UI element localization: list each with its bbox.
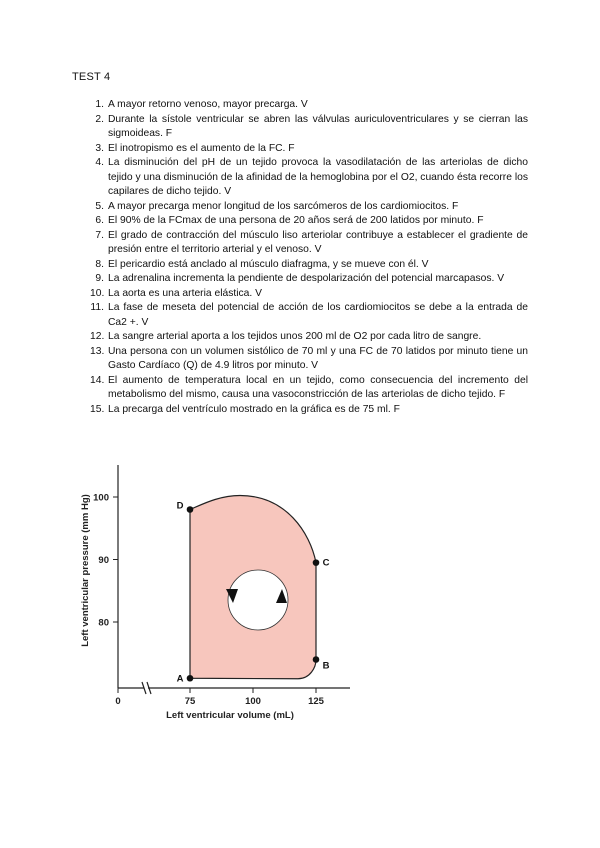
loop-point-label: D bbox=[176, 500, 184, 512]
test-title: TEST 4 bbox=[72, 71, 111, 83]
x-tick-label: 125 bbox=[308, 696, 324, 707]
question-item bbox=[90, 374, 528, 403]
question-item bbox=[90, 301, 528, 330]
question-number: 6 . bbox=[90, 214, 104, 229]
question-number: 1 . bbox=[90, 98, 104, 113]
question-text: La fase de meseta del potencial de acción de los cardiomiocitos se debe a la entrada de Ca2 +. V bbox=[108, 302, 528, 328]
question-number: 8 . bbox=[90, 258, 104, 273]
question-text: El aumento de temperatura local en un tejido, como consecuencia del incremento del metabolismo del mismo, causa una vasoconstricción de las arteriolas de dicho tejido. F bbox=[108, 374, 528, 400]
y-axis-label: Left ventricular pressure (mm Hg) bbox=[80, 494, 91, 647]
question-item bbox=[90, 345, 528, 374]
question-text: A mayor precarga menor longitud de los sarcómeros de los cardiomiocitos. F bbox=[108, 200, 459, 212]
question-text: El inotropismo es el aumento de la FC. F bbox=[108, 142, 295, 154]
question-number: 12 . bbox=[90, 330, 104, 345]
question-number: 9 . bbox=[90, 272, 104, 287]
question-item bbox=[90, 272, 528, 287]
question-number: 11 . bbox=[90, 301, 104, 316]
question-text: La sangre arterial aporta a los tejidos unos 200 ml de O2 por cada litro de sangre. bbox=[108, 331, 482, 342]
question-item bbox=[90, 287, 528, 302]
question-list bbox=[90, 98, 528, 417]
question-item bbox=[90, 98, 528, 113]
y-tick-label: 90 bbox=[98, 555, 109, 566]
question-text: Una persona con un volumen sistólico de 70 ml y una FC de 70 latidos por minuto tiene un Gasto Cardíaco (Q) de 4.9 litros por minuto. V bbox=[108, 345, 528, 371]
loop-point-b bbox=[313, 656, 320, 663]
question-text: La adrenalina incrementa la pendiente de despolarización del potencial marcapasos. V bbox=[108, 273, 505, 284]
loop-point-c bbox=[313, 559, 320, 566]
question-item bbox=[90, 229, 528, 258]
x-tick-label: 75 bbox=[184, 696, 196, 707]
question-number: 15 . bbox=[90, 403, 104, 418]
loop-point-label: C bbox=[322, 557, 330, 569]
question-number: 10 . bbox=[90, 287, 104, 302]
question-text: Durante la sístole ventricular se abren las válvulas auriculoventriculares y se cierran las sigmoideas. F bbox=[108, 113, 528, 139]
y-tick-label: 100 bbox=[93, 492, 109, 504]
question-text: La precarga del ventrículo mostrado en la gráfica es de 75 ml. F bbox=[108, 403, 400, 415]
question-text: La aorta es una arteria elástica. V bbox=[108, 287, 262, 299]
question-item bbox=[90, 258, 528, 273]
question-item bbox=[90, 200, 528, 215]
question-number: 3 . bbox=[90, 142, 104, 157]
question-text: El 90% de la FCmax de una persona de 20 años será de 200 latidos por minuto. F bbox=[108, 215, 484, 226]
question-text: A mayor retorno venoso, mayor precarga. V bbox=[108, 99, 308, 110]
loop-point-a bbox=[187, 675, 194, 682]
question-number: 4 . bbox=[90, 156, 104, 171]
question-item bbox=[90, 403, 528, 418]
x-tick-label: 0 bbox=[115, 696, 121, 707]
question-number: 2 . bbox=[90, 113, 104, 128]
question-item bbox=[90, 214, 528, 229]
question-item bbox=[90, 142, 528, 157]
question-text: La disminución del pH de un tejido provoca la vasodilatación de las arteriolas de dicho tejido y una disminución de la afinidad de la hemoglobina por el O2, cuando ésta recorre los capilares de dicho tejido. V bbox=[108, 157, 528, 197]
loop-point-label: B bbox=[322, 660, 330, 672]
question-text: El pericardio está anclado al músculo diafragma, y se mueve con él. V bbox=[108, 258, 429, 270]
question-item bbox=[90, 156, 528, 200]
loop-point-label: A bbox=[176, 673, 184, 685]
x-tick-label: 100 bbox=[245, 696, 261, 707]
question-number: 5 . bbox=[90, 200, 104, 215]
x-axis-label: Left ventricular volume (mL) bbox=[166, 710, 294, 721]
question-item bbox=[90, 330, 528, 345]
loop-point-d bbox=[187, 506, 194, 513]
question-number: 13 . bbox=[90, 345, 104, 360]
question-item bbox=[90, 113, 528, 142]
loop-layer bbox=[190, 496, 316, 679]
pressure-volume-loop-chart bbox=[60, 455, 360, 730]
question-number: 7 . bbox=[90, 229, 104, 244]
y-tick-label: 80 bbox=[98, 617, 109, 629]
question-text: El grado de contracción del músculo liso arteriolar contribuye a establecer el gradiente de presión entre el territorio arterial y el venoso. V bbox=[108, 229, 528, 255]
question-number: 14 . bbox=[90, 374, 104, 389]
